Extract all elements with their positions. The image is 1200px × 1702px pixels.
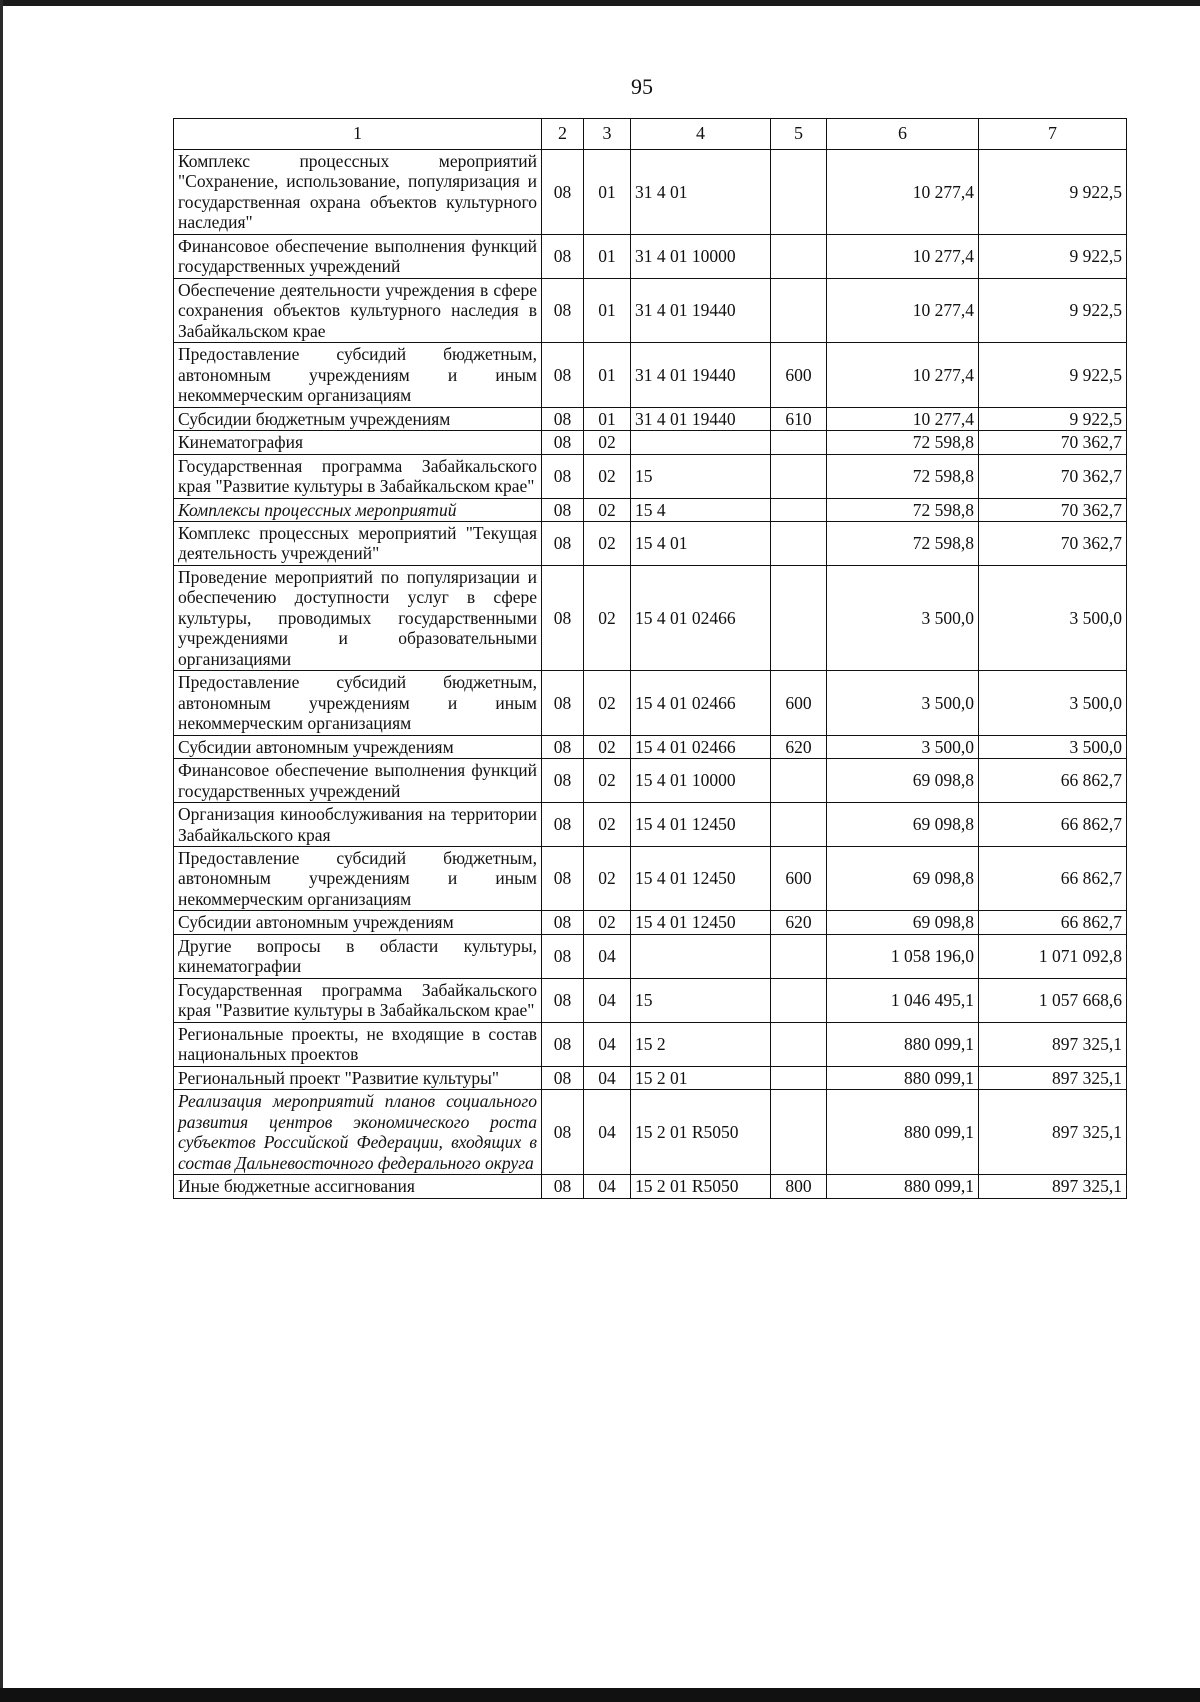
subsection-code-cell: 02 [584,565,631,670]
subsection-code-cell: 01 [584,234,631,278]
expense-type-cell: 610 [771,407,827,430]
section-code-cell: 08 [542,759,584,803]
amount-col6-cell: 880 099,1 [827,1175,979,1198]
amount-col6-cell: 3 500,0 [827,671,979,735]
amount-col7-cell: 9 922,5 [979,278,1127,342]
section-code-cell: 08 [542,911,584,934]
amount-col7-cell: 9 922,5 [979,150,1127,235]
table-row [174,1022,1127,1066]
target-article-cell: 15 4 01 10000 [631,759,771,803]
section-code-cell: 08 [542,1090,584,1175]
target-article-cell [631,431,771,454]
amount-col6-cell: 10 277,4 [827,278,979,342]
expense-type-cell: 600 [771,847,827,911]
table-row [174,234,1127,278]
table-row [174,150,1127,235]
amount-col7-cell: 3 500,0 [979,671,1127,735]
row-name-cell: Иные бюджетные ассигнования [174,1175,542,1198]
target-article-cell: 31 4 01 19440 [631,407,771,430]
expense-type-cell [771,234,827,278]
subsection-code-cell: 04 [584,1066,631,1089]
section-code-cell: 08 [542,565,584,670]
subsection-code-cell: 01 [584,278,631,342]
amount-col6-cell: 72 598,8 [827,498,979,521]
budget-table [173,118,1127,1199]
expense-type-cell [771,759,827,803]
expense-type-cell [771,565,827,670]
target-article-cell: 31 4 01 10000 [631,234,771,278]
row-name-cell: Субсидии автономным учреждениям [174,911,542,934]
subsection-code-cell: 02 [584,671,631,735]
target-article-cell [631,934,771,978]
amount-col6-cell: 10 277,4 [827,343,979,407]
table-row [174,343,1127,407]
amount-col7-cell: 9 922,5 [979,234,1127,278]
amount-col6-cell: 72 598,8 [827,431,979,454]
subsection-code-cell: 04 [584,978,631,1022]
section-code-cell: 08 [542,735,584,758]
expense-type-cell: 800 [771,1175,827,1198]
expense-type-cell [771,454,827,498]
subsection-code-cell: 01 [584,407,631,430]
amount-col7-cell: 3 500,0 [979,735,1127,758]
target-article-cell: 15 [631,454,771,498]
row-name-cell: Кинематография [174,431,542,454]
amount-col7-cell: 70 362,7 [979,431,1127,454]
section-code-cell: 08 [542,671,584,735]
table-row [174,1175,1127,1198]
table-row [174,978,1127,1022]
table-header [174,119,1127,150]
amount-col7-cell: 66 862,7 [979,803,1127,847]
amount-col6-cell: 69 098,8 [827,759,979,803]
target-article-cell: 15 4 01 [631,521,771,565]
target-article-cell: 15 4 01 12450 [631,847,771,911]
target-article-cell: 15 [631,978,771,1022]
expense-type-cell: 620 [771,735,827,758]
amount-col6-cell: 1 058 196,0 [827,934,979,978]
subsection-code-cell: 04 [584,1090,631,1175]
subsection-code-cell: 02 [584,759,631,803]
amount-col6-cell: 69 098,8 [827,847,979,911]
section-code-cell: 08 [542,454,584,498]
amount-col6-cell: 10 277,4 [827,234,979,278]
expense-type-cell [771,431,827,454]
page-number: 95 [631,74,653,99]
section-code-cell: 08 [542,934,584,978]
table-row [174,1066,1127,1089]
table-row [174,521,1127,565]
expense-type-cell [771,150,827,235]
section-code-cell: 08 [542,521,584,565]
table-row [174,407,1127,430]
amount-col7-cell: 1 071 092,8 [979,934,1127,978]
expense-type-cell [771,803,827,847]
amount-col7-cell: 70 362,7 [979,498,1127,521]
amount-col6-cell: 69 098,8 [827,803,979,847]
amount-col6-cell: 10 277,4 [827,407,979,430]
target-article-cell: 15 4 01 02466 [631,735,771,758]
amount-col7-cell: 66 862,7 [979,911,1127,934]
section-code-cell: 08 [542,150,584,235]
amount-col6-cell: 3 500,0 [827,735,979,758]
subsection-code-cell: 02 [584,454,631,498]
subsection-code-cell: 02 [584,803,631,847]
table-row [174,934,1127,978]
scan-border-top [0,0,1200,6]
target-article-cell: 15 4 01 02466 [631,565,771,670]
row-name-cell: Предоставление субсидий бюджетным, автономным учреждениям и иным некоммерческим организациям [174,847,542,911]
expense-type-cell [771,498,827,521]
section-code-cell: 08 [542,1175,584,1198]
subsection-code-cell: 02 [584,847,631,911]
amount-col6-cell: 880 099,1 [827,1066,979,1089]
target-article-cell: 15 4 [631,498,771,521]
target-article-cell: 15 2 [631,1022,771,1066]
row-name-cell: Финансовое обеспечение выполнения функций государственных учреждений [174,234,542,278]
amount-col7-cell: 66 862,7 [979,847,1127,911]
row-name-cell: Проведение мероприятий по популяризации и обеспечению доступности услуг в сфере культуры, проводимых государственными учреждениями и образовательными организациями [174,565,542,670]
amount-col7-cell: 70 362,7 [979,521,1127,565]
table-row [174,735,1127,758]
subsection-code-cell: 04 [584,934,631,978]
expense-type-cell [771,521,827,565]
subsection-code-cell: 01 [584,343,631,407]
header-cell-2: 2 [542,119,584,150]
table-row [174,278,1127,342]
header-cell-5: 5 [771,119,827,150]
target-article-cell: 15 4 01 02466 [631,671,771,735]
table-row [174,454,1127,498]
section-code-cell: 08 [542,847,584,911]
table-row [174,847,1127,911]
section-code-cell: 08 [542,1066,584,1089]
header-cell-6: 6 [827,119,979,150]
table-row [174,911,1127,934]
row-name-cell: Комплексы процессных мероприятий [174,498,542,521]
amount-col6-cell: 72 598,8 [827,521,979,565]
amount-col6-cell: 880 099,1 [827,1022,979,1066]
scan-border-bottom [0,1688,1200,1702]
target-article-cell: 31 4 01 19440 [631,278,771,342]
amount-col7-cell: 9 922,5 [979,407,1127,430]
table-body [174,150,1127,1199]
expense-type-cell: 620 [771,911,827,934]
table-row [174,671,1127,735]
row-name-cell: Субсидии автономным учреждениям [174,735,542,758]
section-code-cell: 08 [542,234,584,278]
row-name-cell: Организация кинообслуживания на территории Забайкальского края [174,803,542,847]
expense-type-cell [771,278,827,342]
row-name-cell: Предоставление субсидий бюджетным, автономным учреждениям и иным некоммерческим организациям [174,671,542,735]
row-name-cell: Государственная программа Забайкальского края "Развитие культуры в Забайкальском крае" [174,454,542,498]
subsection-code-cell: 02 [584,911,631,934]
subsection-code-cell: 02 [584,521,631,565]
amount-col7-cell: 897 325,1 [979,1175,1127,1198]
row-name-cell: Региональные проекты, не входящие в состав национальных проектов [174,1022,542,1066]
expense-type-cell [771,1066,827,1089]
section-code-cell: 08 [542,498,584,521]
expense-type-cell: 600 [771,671,827,735]
table-row [174,759,1127,803]
amount-col6-cell: 69 098,8 [827,911,979,934]
row-name-cell: Финансовое обеспечение выполнения функций государственных учреждений [174,759,542,803]
target-article-cell: 15 2 01 R5050 [631,1175,771,1198]
section-code-cell: 08 [542,278,584,342]
target-article-cell: 15 2 01 R5050 [631,1090,771,1175]
section-code-cell: 08 [542,1022,584,1066]
row-name-cell: Обеспечение деятельности учреждения в сфере сохранения объектов культурного наследия в Забайкальском крае [174,278,542,342]
subsection-code-cell: 04 [584,1175,631,1198]
row-name-cell: Комплекс процессных мероприятий "Сохранение, использование, популяризация и государственная охрана объектов культурного наследия" [174,150,542,235]
amount-col6-cell: 3 500,0 [827,565,979,670]
amount-col6-cell: 880 099,1 [827,1090,979,1175]
subsection-code-cell: 02 [584,498,631,521]
header-cell-7: 7 [979,119,1127,150]
header-row [174,119,1127,150]
amount-col7-cell: 1 057 668,6 [979,978,1127,1022]
target-article-cell: 31 4 01 [631,150,771,235]
header-cell-3: 3 [584,119,631,150]
target-article-cell: 31 4 01 19440 [631,343,771,407]
target-article-cell: 15 2 01 [631,1066,771,1089]
row-name-cell: Субсидии бюджетным учреждениям [174,407,542,430]
subsection-code-cell: 02 [584,431,631,454]
section-code-cell: 08 [542,343,584,407]
amount-col7-cell: 897 325,1 [979,1090,1127,1175]
amount-col6-cell: 10 277,4 [827,150,979,235]
expense-type-cell [771,1090,827,1175]
subsection-code-cell: 04 [584,1022,631,1066]
subsection-code-cell: 02 [584,735,631,758]
row-name-cell: Предоставление субсидий бюджетным, автономным учреждениям и иным некоммерческим организациям [174,343,542,407]
header-cell-1: 1 [174,119,542,150]
amount-col7-cell: 66 862,7 [979,759,1127,803]
row-name-cell: Комплекс процессных мероприятий "Текущая деятельность учреждений" [174,521,542,565]
target-article-cell: 15 4 01 12450 [631,803,771,847]
row-name-cell: Региональный проект "Развитие культуры" [174,1066,542,1089]
section-code-cell: 08 [542,978,584,1022]
amount-col7-cell: 897 325,1 [979,1066,1127,1089]
header-cell-4: 4 [631,119,771,150]
row-name-cell: Другие вопросы в области культуры, кинематографии [174,934,542,978]
table-row [174,565,1127,670]
section-code-cell: 08 [542,407,584,430]
amount-col6-cell: 1 046 495,1 [827,978,979,1022]
scan-border-left [0,0,3,1702]
subsection-code-cell: 01 [584,150,631,235]
table-row [174,803,1127,847]
table-row [174,1090,1127,1175]
amount-col7-cell: 9 922,5 [979,343,1127,407]
table-row [174,431,1127,454]
row-name-cell: Государственная программа Забайкальского края "Развитие культуры в Забайкальском крае" [174,978,542,1022]
row-name-cell: Реализация мероприятий планов социального развития центров экономического роста субъектов Российской Федерации, входящих в состав Дальневосточного федерального округа [174,1090,542,1175]
amount-col7-cell: 70 362,7 [979,454,1127,498]
table-row [174,498,1127,521]
expense-type-cell [771,978,827,1022]
expense-type-cell: 600 [771,343,827,407]
amount-col6-cell: 72 598,8 [827,454,979,498]
expense-type-cell [771,1022,827,1066]
target-article-cell: 15 4 01 12450 [631,911,771,934]
section-code-cell: 08 [542,803,584,847]
amount-col7-cell: 3 500,0 [979,565,1127,670]
amount-col7-cell: 897 325,1 [979,1022,1127,1066]
expense-type-cell [771,934,827,978]
section-code-cell: 08 [542,431,584,454]
